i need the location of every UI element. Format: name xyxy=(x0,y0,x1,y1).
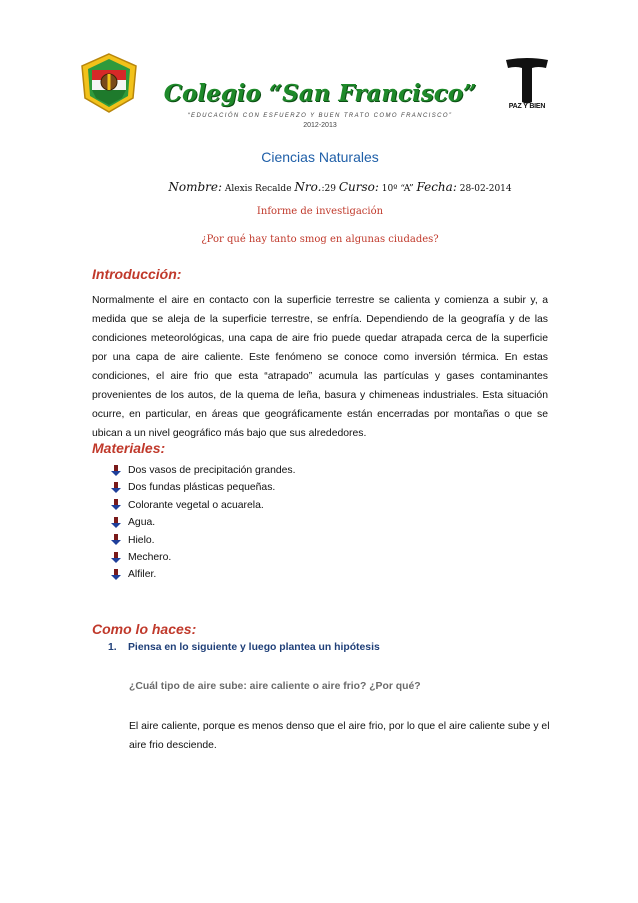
list-item xyxy=(110,462,530,479)
list-item xyxy=(110,549,530,566)
number-label: Nro. xyxy=(294,180,322,194)
list-item xyxy=(110,532,530,549)
student-info-line xyxy=(60,180,620,194)
report-date: 28-02-2014 xyxy=(459,184,512,194)
student-course: 10º “A” xyxy=(381,184,414,194)
step-number: 1. xyxy=(108,642,117,653)
arrow-bullet-icon xyxy=(110,499,122,511)
student-number: :29 xyxy=(321,184,336,194)
material-item: Mechero. xyxy=(128,551,172,563)
arrow-bullet-icon xyxy=(110,552,122,564)
procedure-step xyxy=(108,642,568,653)
list-item xyxy=(110,514,530,531)
arrow-bullet-icon xyxy=(110,517,122,529)
list-item xyxy=(110,566,530,583)
arrow-bullet-icon xyxy=(110,482,122,494)
introduction-body: Normalmente el aire en contacto con la superficie terrestre se calienta y comienza a subir y, a medida que se aleja de la superficie terrestre, se enfría. Dependiendo de la geografía y de las condiciones meteorológicas, una capa de aire frio puede quedar atrapada cerca de la superficie por una capa de aire caliente. Este fenómeno se conoce como inversión térmica. En estas condiciones, el aire frio que esta “atrapado” acumula las partículas y gases contaminantes provenientes de los autos, de la quema de leña, basura y chimeneas industriales. Esta situación ocurre, en particular, en áreas que geográficamente están encerradas por montañas o que se ubican a un nivel geográfico más bajo que sus alrededores. xyxy=(92,295,548,439)
introduction-heading: Introducción: xyxy=(92,266,182,282)
arrow-bullet-icon xyxy=(110,569,122,581)
name-label: Nombre: xyxy=(168,180,223,194)
list-item xyxy=(110,479,530,496)
step-text: Piensa en lo siguiente y luego plantea un hipótesis xyxy=(128,642,380,653)
materials-list xyxy=(110,462,530,584)
report-type: Informe de investigación xyxy=(256,206,384,217)
tau-logo-caption: PAZ Y BIEN xyxy=(508,103,546,110)
procedure-heading: Como lo haces: xyxy=(92,621,197,637)
material-item: Dos vasos de precipitación grandes. xyxy=(128,465,296,476)
list-item xyxy=(110,497,530,514)
arrow-bullet-icon xyxy=(110,465,122,477)
step-answer: El aire caliente, porque es menos denso que el aire frio, por lo que el aire caliente sube y el aire frio desciende. xyxy=(129,721,550,751)
research-question: ¿Por qué hay tanto smog en algunas ciudades? xyxy=(201,234,439,245)
school-motto: “EDUCACIÓN CON ESFUERZO Y BUEN TRATO COMO FRANCISCO” xyxy=(187,113,453,119)
material-item: Colorante vegetal o acuarela. xyxy=(128,499,264,511)
step-question: ¿Cuál tipo de aire sube: aire caliente o aire frio? ¿Por qué? xyxy=(129,681,421,692)
material-item: Agua. xyxy=(128,517,156,529)
arrow-bullet-icon xyxy=(110,534,122,546)
materials-heading: Materiales: xyxy=(92,440,166,456)
date-label: Fecha: xyxy=(416,180,457,194)
school-name: Colegio “San Francisco” xyxy=(163,80,477,107)
course-label: Curso: xyxy=(338,180,379,194)
material-item: Hielo. xyxy=(128,534,155,546)
material-item: Alfiler. xyxy=(128,569,157,581)
subject-title: Ciencias Naturales xyxy=(261,149,379,165)
student-name: Alexis Recalde xyxy=(224,184,292,194)
school-year: 2012-2013 xyxy=(303,122,337,129)
material-item: Dos fundas plásticas pequeñas. xyxy=(128,482,276,494)
